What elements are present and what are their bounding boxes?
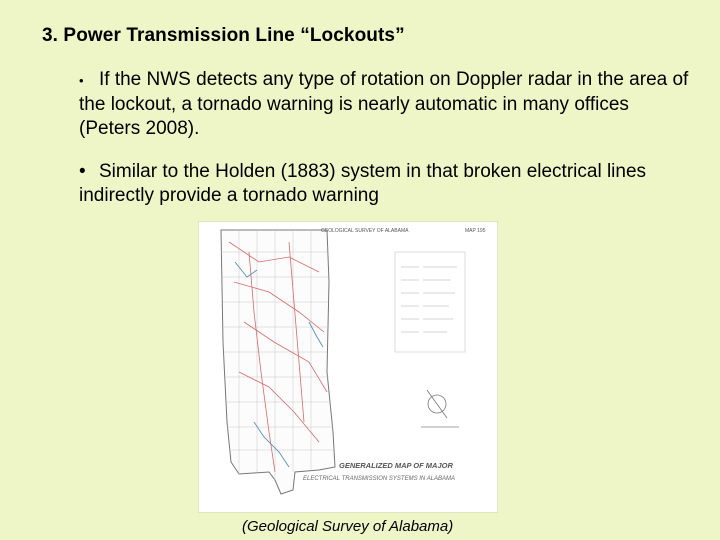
- map-number: MAP 195: [465, 228, 486, 234]
- bullet-marker: •: [79, 161, 86, 182]
- bullet-item-2: [79, 160, 689, 208]
- image-caption: (Geological Survey of Alabama): [242, 518, 454, 535]
- legend-entries: [401, 267, 457, 332]
- map-header: GEOLOGICAL SURVEY OF ALABAMA: [321, 228, 409, 234]
- slide-title: 3. Power Transmission Line “Lockouts”: [42, 25, 405, 46]
- alabama-transmission-map: [199, 222, 497, 512]
- map-legend-title-2: ELECTRICAL TRANSMISSION SYSTEMS IN ALABAMA: [303, 476, 456, 482]
- bullet-marker: •: [79, 73, 84, 88]
- bullet-text-2: Similar to the Holden (1883) system in that broken electrical lines indirectly provide a tornado warning: [79, 161, 647, 206]
- state-outline: [221, 230, 335, 494]
- bullet-item-1: [79, 68, 689, 141]
- map-legend-title-1: GENERALIZED MAP OF MAJOR: [339, 461, 453, 470]
- map-image: [199, 222, 497, 512]
- bullet-text-1: If the NWS detects any type of rotation on Doppler radar in the area of the lockout, a tornado warning is nearly automatic in many offices (Peters 2008).: [79, 69, 689, 139]
